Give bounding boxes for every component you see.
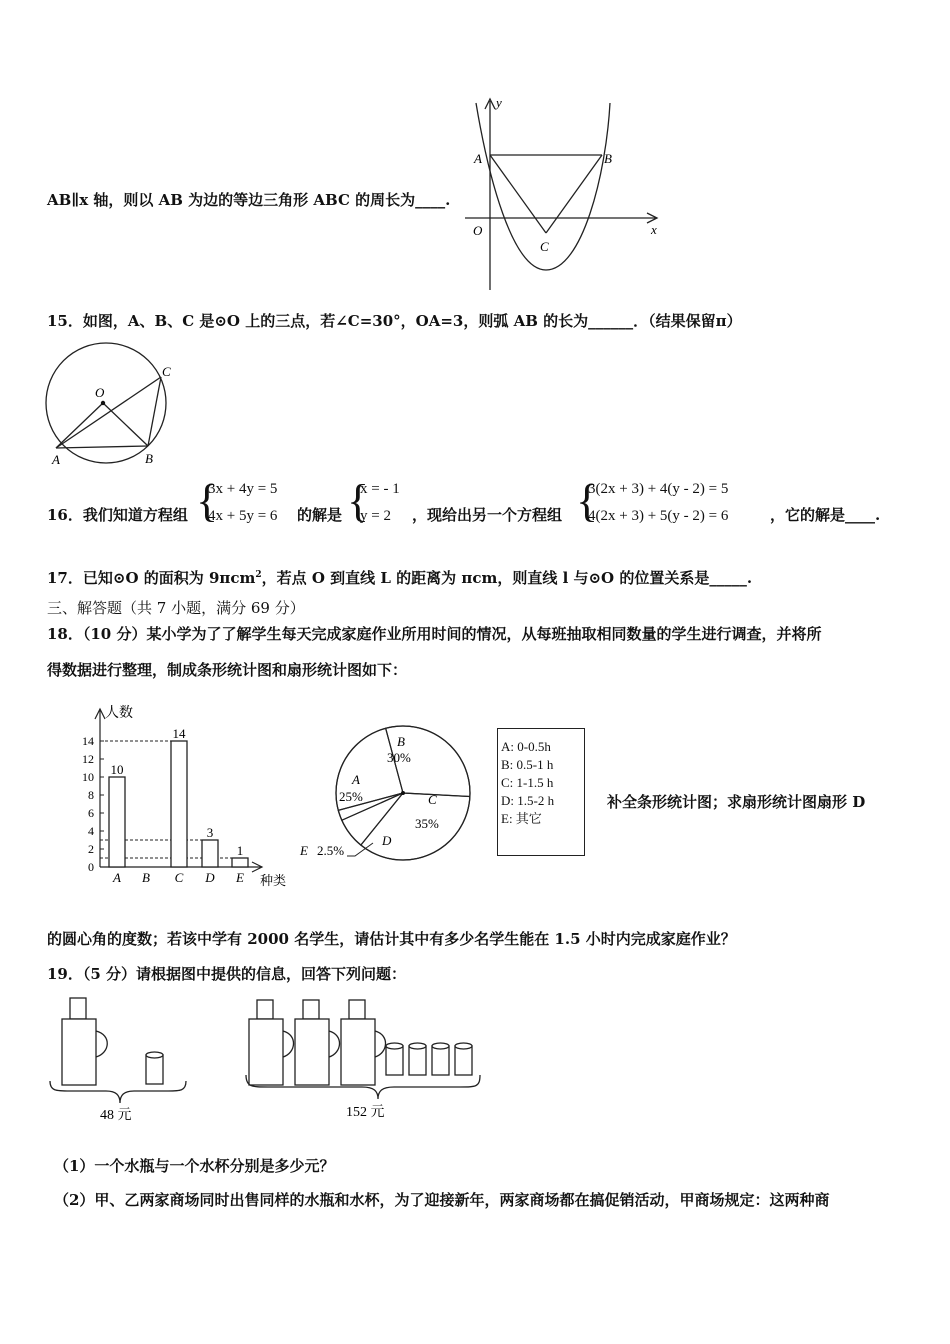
q17-text: 17．已知⊙O 的面积为 9πcm$^2$，若点 O 到直线 L 的距离为 πcm，则直线 l 与⊙O 的位置关系是_____.: [47, 569, 753, 587]
pie-label-e: E: [300, 843, 308, 858]
bar-category-label: B: [142, 870, 150, 885]
bar-ytick-label: 0: [88, 860, 94, 874]
price-right: 152 元: [346, 1105, 385, 1120]
bar-category-label: C: [174, 870, 184, 885]
chord-ac: [56, 377, 161, 448]
pie-label-c: C: [428, 792, 437, 807]
pie-chart: [295, 695, 485, 875]
q16-mid1: 的解是: [297, 506, 343, 524]
label-c: C: [162, 364, 171, 379]
radius-ob: [103, 403, 148, 446]
pie-pct-e: 2.5%: [317, 843, 345, 858]
system2-eq1: 3(2x + 3) + 4(y - 2) = 5: [588, 481, 729, 497]
bar-value-label: 3: [206, 825, 214, 840]
bar-C: [171, 741, 187, 867]
solution-brace: {: [347, 475, 370, 526]
bar-ytick-label: 4: [88, 824, 94, 838]
bar-ytick-label: 10: [82, 770, 94, 784]
q14-parabola-graph: [460, 95, 670, 295]
q16-mid2: ，现给出另一个方程组: [412, 506, 563, 524]
radius-oa: [56, 403, 103, 448]
pie-label-a: A: [352, 772, 360, 787]
solution-y: y = 2: [360, 508, 391, 524]
label-a: A: [52, 452, 60, 467]
bar-ytick-label: 2: [88, 842, 94, 856]
bar-D: [202, 840, 218, 867]
y-label: y: [496, 95, 502, 110]
segment-ac: [490, 155, 546, 233]
bottle-icon: [62, 998, 107, 1085]
bar-value-label: 1: [236, 843, 244, 858]
system1-eq1: 3x + 4y = 5: [208, 481, 278, 497]
q18-line2: 得数据进行整理，制成条形统计图和扇形统计图如下：: [47, 661, 408, 679]
q15-circle-figure: [40, 340, 180, 470]
legend-e: E: 其它: [501, 811, 542, 826]
system2-eq2: 4(2x + 3) + 5(y - 2) = 6: [588, 508, 729, 524]
bottle-icon: [295, 1000, 340, 1085]
cup-icon: [146, 1052, 163, 1084]
point-a-label: A: [474, 151, 482, 166]
label-b: B: [145, 451, 153, 466]
solution-x: x = - 1: [360, 481, 400, 497]
chord-bc: [148, 377, 161, 446]
pie-label-b: B: [397, 734, 405, 749]
pie-legend-box: [497, 728, 585, 856]
bar-E: [232, 858, 248, 867]
label-o: O: [95, 385, 105, 400]
bar-category-label: E: [236, 870, 244, 885]
bar-ytick-label: 8: [88, 788, 94, 802]
q18-line3: 的圆心角的度数；若该中学有 2000 名学生，请估计其中有多少名学生能在 1.5 小时内完成家庭作业？: [47, 930, 736, 948]
cup-icon: [409, 1043, 426, 1075]
legend-a: A: 0-0.5h: [501, 739, 551, 754]
pie-pct-a: 25%: [339, 789, 363, 804]
bar-category-label: D: [205, 870, 215, 885]
bottle-icon: [341, 1000, 386, 1085]
bar-category-label: A: [113, 870, 121, 885]
x-label: x: [651, 222, 657, 237]
bar-value-label: 10: [110, 762, 124, 777]
q19-title: 19．（5 分）请根据图中提供的信息，回答下列问题：: [47, 965, 407, 983]
bar-ytick-label: 12: [82, 752, 94, 766]
bottles-cups-figure: [40, 995, 490, 1125]
cup-icon: [455, 1043, 472, 1075]
cup-icon: [386, 1043, 403, 1075]
cup-icon: [432, 1043, 449, 1075]
bar-chart: [60, 695, 310, 895]
bar-xlabel: 种类: [260, 873, 287, 888]
legend-c: C: 1-1.5 h: [501, 775, 554, 790]
point-b-label: B: [604, 151, 612, 166]
center-dot: [101, 401, 105, 405]
q14-text: AB∥x 轴，则以 AB 为边的等边三角形 ABC 的周长为____.: [47, 191, 451, 209]
pie-center: [401, 791, 405, 795]
price-left: 48 元: [100, 1108, 132, 1123]
system1-brace: {: [196, 475, 219, 526]
point-c-label: C: [540, 239, 549, 254]
bar-ytick-label: 14: [82, 734, 94, 748]
q18-line1: 18．（10 分）某小学为了了解学生每天完成家庭作业所用时间的情况，从每班抽取相同数量的学生进行调查，并将所: [47, 625, 822, 643]
bar-ylabel: 人数: [105, 706, 133, 721]
origin-label: O: [473, 223, 483, 238]
legend-d: D: 1.5-2 h: [501, 793, 555, 808]
q19-sub2: （2）甲、乙两家商场同时出售同样的水瓶和水杯，为了迎接新年，两家商场都在搞促销活动，甲商场规定：这两种商: [54, 1191, 830, 1209]
bar-ytick-label: 6: [88, 806, 94, 820]
pie-pct-b: 30%: [387, 750, 411, 765]
section3-title: 三、解答题（共 7 小题，满分 69 分）: [47, 599, 305, 617]
pie-pct-c: 35%: [415, 816, 439, 831]
system2-brace: {: [576, 475, 599, 526]
chord-ab: [56, 446, 148, 448]
q16-suffix: ，它的解是____.: [770, 506, 881, 524]
segment-bc: [546, 155, 602, 233]
q18-side-text: 补全条形统计图；求扇形统计图扇形 D: [607, 793, 866, 811]
system1-eq2: 4x + 5y = 6: [208, 508, 278, 524]
q19-sub1: （1）一个水瓶与一个水杯分别是多少元？: [54, 1157, 335, 1175]
pie-label-d: D: [382, 833, 392, 848]
q15-text: 15．如图，A、B、C 是⊙O 上的三点，若∠C=30°，OA=3，则弧 AB 的长为______．（结果保留π）: [47, 312, 742, 330]
q16-prefix: 16．我们知道方程组: [47, 506, 188, 524]
bar-value-label: 14: [172, 726, 186, 741]
q17-superscript: 2: [255, 570, 262, 580]
bar-A: [109, 777, 125, 867]
legend-b: B: 0.5-1 h: [501, 757, 554, 772]
bottle-icon: [249, 1000, 294, 1085]
